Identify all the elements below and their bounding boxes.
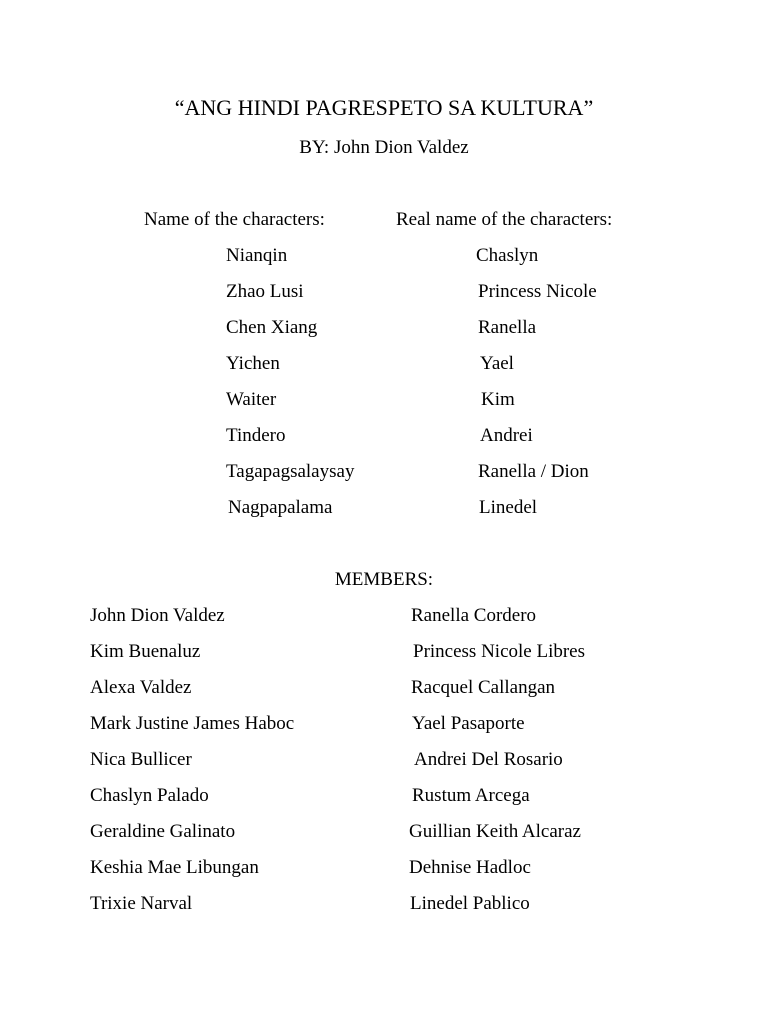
member-name-left: Nica Bullicer — [90, 749, 192, 770]
member-name-right: Racquel Callangan — [411, 677, 556, 698]
character-real-name: Ranella / Dion — [478, 461, 589, 482]
character-real-name: Ranella — [478, 317, 537, 338]
member-name-right: Ranella Cordero — [411, 605, 537, 626]
member-name-right: Yael Pasaporte — [412, 713, 525, 734]
character-real-name: Andrei — [480, 425, 533, 446]
member-name-right: Guillian Keith Alcaraz — [409, 821, 581, 842]
member-name-left: John Dion Valdez — [90, 605, 225, 626]
character-name: Zhao Lusi — [226, 281, 304, 302]
character-real-name: Princess Nicole — [478, 281, 597, 302]
member-name-right: Andrei Del Rosario — [414, 749, 563, 770]
characters-name-header: Name of the characters: — [144, 209, 325, 230]
member-name-left: Alexa Valdez — [90, 677, 192, 698]
member-name-left: Mark Justine James Haboc — [90, 713, 295, 734]
member-name-right: Princess Nicole Libres — [413, 641, 586, 662]
character-name: Tindero — [226, 425, 286, 446]
member-name-left: Chaslyn Palado — [90, 785, 209, 806]
character-real-name: Linedel — [479, 497, 538, 518]
character-name: Yichen — [226, 353, 280, 374]
character-real-name: Yael — [480, 353, 514, 374]
member-name-left: Trixie Narval — [90, 893, 193, 914]
member-name-right: Rustum Arcega — [412, 785, 530, 806]
members-heading: MEMBERS: — [334, 569, 434, 590]
member-name-left: Kim Buenaluz — [90, 641, 201, 662]
character-name: Tagapagsalaysay — [226, 461, 355, 482]
character-name: Chen Xiang — [226, 317, 318, 338]
member-name-left: Geraldine Galinato — [90, 821, 236, 842]
characters-real-name-header: Real name of the characters: — [396, 209, 613, 230]
character-name: Nianqin — [226, 245, 288, 266]
character-name: Nagpapalama — [228, 497, 333, 518]
character-real-name: Chaslyn — [476, 245, 539, 266]
document-title: “ANG HINDI PAGRESPETO SA KULTURA” — [174, 95, 594, 120]
member-name-right: Linedel Pablico — [410, 893, 530, 914]
member-name-left: Keshia Mae Libungan — [90, 857, 259, 878]
character-name: Waiter — [226, 389, 277, 410]
character-real-name: Kim — [481, 389, 515, 410]
member-name-right: Dehnise Hadloc — [409, 857, 531, 878]
document-byline: BY: John Dion Valdez — [299, 137, 469, 158]
